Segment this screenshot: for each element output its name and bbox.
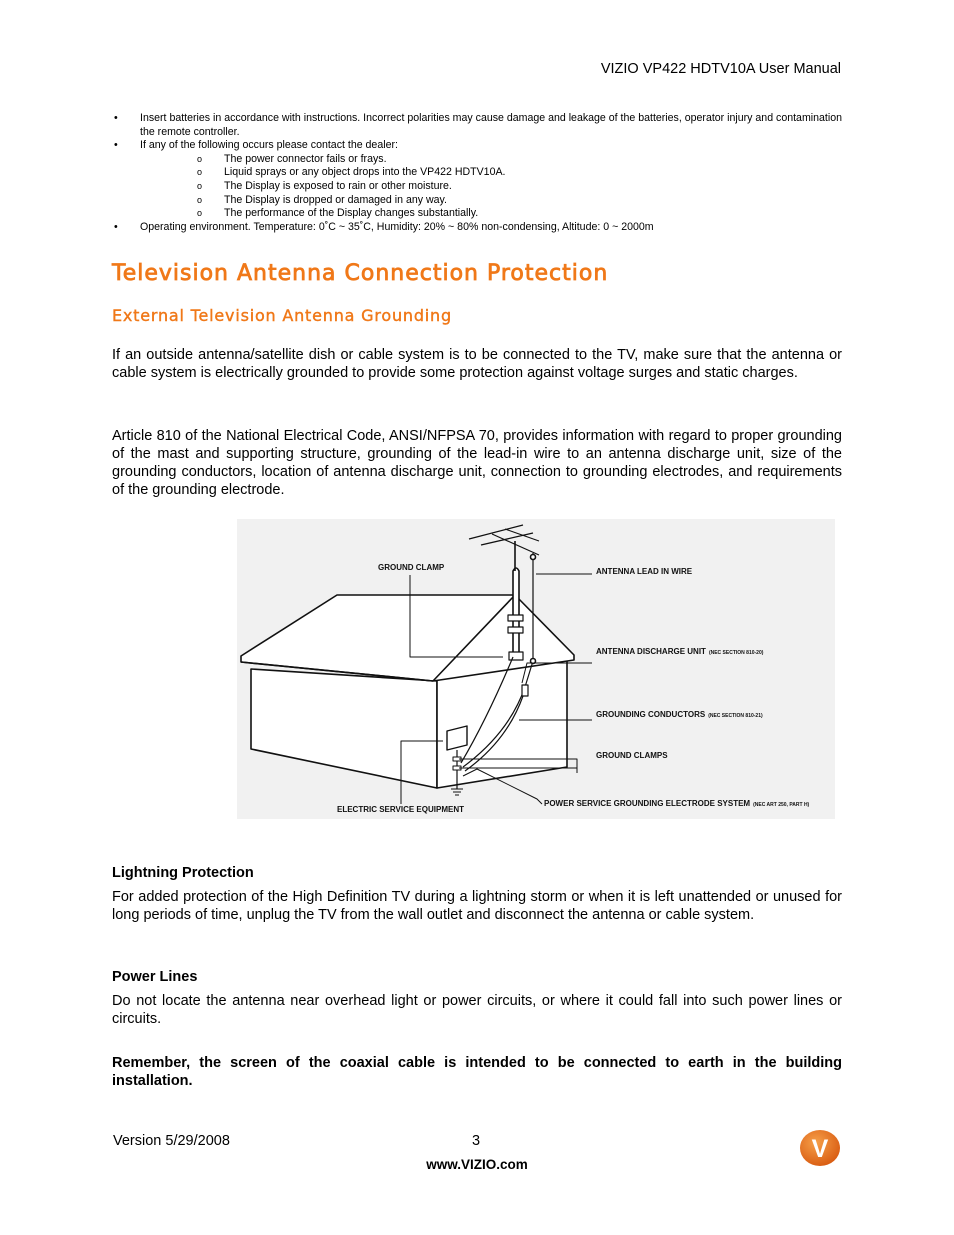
vizio-logo (798, 1128, 842, 1168)
sub-bullet-glyph: o (197, 180, 203, 191)
sub-list-item-text: The performance of the Display changes substantially. (224, 207, 479, 220)
coaxial-reminder: Remember, the screen of the coaxial cable is intended to be connected to earth in the building installation. (112, 1055, 842, 1089)
sub-list-item (113, 180, 842, 194)
sub-list-item-text: The Display is dropped or damaged in any way. (224, 193, 447, 206)
sub-list-item (113, 166, 842, 180)
power-lines-text: Do not locate the antenna near overhead light or power circuits, or where it could fall into such power lines or circuits. (112, 993, 842, 1027)
antenna-grounding-illustration (237, 519, 835, 819)
logo-letter: V (811, 1135, 829, 1163)
sub-list-item-text: The power connector fails or frays. (224, 152, 387, 165)
power-lines-heading: Power Lines (112, 969, 198, 985)
safety-list (113, 112, 842, 234)
label-text: ANTENNA DISCHARGE UNIT (596, 647, 706, 656)
label-ground-clamp: GROUND CLAMP (378, 563, 445, 572)
sub-list-item-text: The Display is exposed to rain or other moisture. (224, 179, 452, 192)
sub-list-item (113, 153, 842, 167)
lightning-protection-heading: Lightning Protection (112, 865, 254, 881)
bullet-glyph: • (114, 139, 118, 152)
paragraph-nec-article: Article 810 of the National Electrical Code, ANSI/NFPSA 70, provides information with regard to proper grounding of the mast and supporting structure, grounding of the lead-in wire to an antenna discharge unit, size of the grounding conductors, location of antenna discharge unit, connection to grounding electrodes, and requirements of the grounding electrode. (112, 428, 842, 498)
sub-bullet-glyph: o (197, 194, 203, 205)
list-item-text: If any of the following occurs please contact the dealer: (140, 139, 398, 152)
list-item (113, 112, 842, 139)
label-ground-clamps: GROUND CLAMPS (596, 751, 668, 760)
antenna-mast (513, 568, 519, 657)
sub-bullet-glyph: o (197, 208, 203, 219)
label-reference: (NEC SECTION 810-20) (708, 650, 764, 656)
label-antenna-discharge-unit (596, 647, 764, 656)
page-number: 3 (472, 1133, 481, 1149)
label-electric-service-equipment: ELECTRIC SERVICE EQUIPMENT (337, 805, 464, 814)
sub-list-item (113, 194, 842, 208)
footer-version: Version 5/29/2008 (113, 1133, 230, 1149)
list-item-text: Operating environment. Temperature: 0˚C ~ 35˚C, Humidity: 20% ~ 80% non-condensing, Altitude: 0 ~ 2000m (140, 220, 654, 233)
lightning-protection-text: For added protection of the High Definition TV during a lightning storm or when it is left unattended or unused for long periods of time, unplug the TV from the wall outlet and disconnect the antenna or cable system. (112, 889, 842, 923)
label-power-service-grounding-electrode (544, 799, 810, 808)
section-title: Television Antenna Connection Protection (112, 261, 609, 286)
list-item (113, 139, 842, 153)
paragraph-grounding-intro: If an outside antenna/satellite dish or cable system is to be connected to the TV, make sure that the antenna or cable system is electrically grounded to provide some protection against voltage surges and static charges. (112, 347, 842, 381)
list-item (113, 221, 842, 235)
subsection-title: External Television Antenna Grounding (112, 306, 452, 325)
document-header-title: VIZIO VP422 HDTV10A User Manual (600, 61, 841, 77)
label-text: GROUNDING CONDUCTORS (596, 710, 706, 719)
sub-bullet-glyph: o (197, 153, 203, 164)
footer-url: www.VIZIO.com (426, 1157, 528, 1172)
sub-list-item-text: Liquid sprays or any object drops into the VP422 HDTV10A. (224, 166, 506, 179)
sub-list-item (113, 207, 842, 221)
label-grounding-conductors (596, 710, 763, 719)
house-front-wall (251, 669, 437, 788)
label-reference: (NEC ART 250, PART H) (753, 802, 810, 808)
bullet-glyph: • (114, 112, 118, 124)
antenna-grounding-diagram (237, 519, 835, 819)
electric-service-box (447, 726, 467, 750)
sub-bullet-glyph: o (197, 167, 203, 178)
list-item-text: Insert batteries in accordance with instructions. Incorrect polarities may cause damage and leakage of the batteries, operator injury and contamination the remote controller. (140, 112, 842, 138)
label-reference: (NEC SECTION 810-21) (708, 713, 763, 719)
bullet-glyph: • (114, 220, 118, 233)
label-antenna-lead-in-wire: ANTENNA LEAD IN WIRE (596, 567, 693, 576)
label-text: POWER SERVICE GROUNDING ELECTRODE SYSTEM (544, 799, 751, 808)
house-roof (241, 595, 574, 681)
